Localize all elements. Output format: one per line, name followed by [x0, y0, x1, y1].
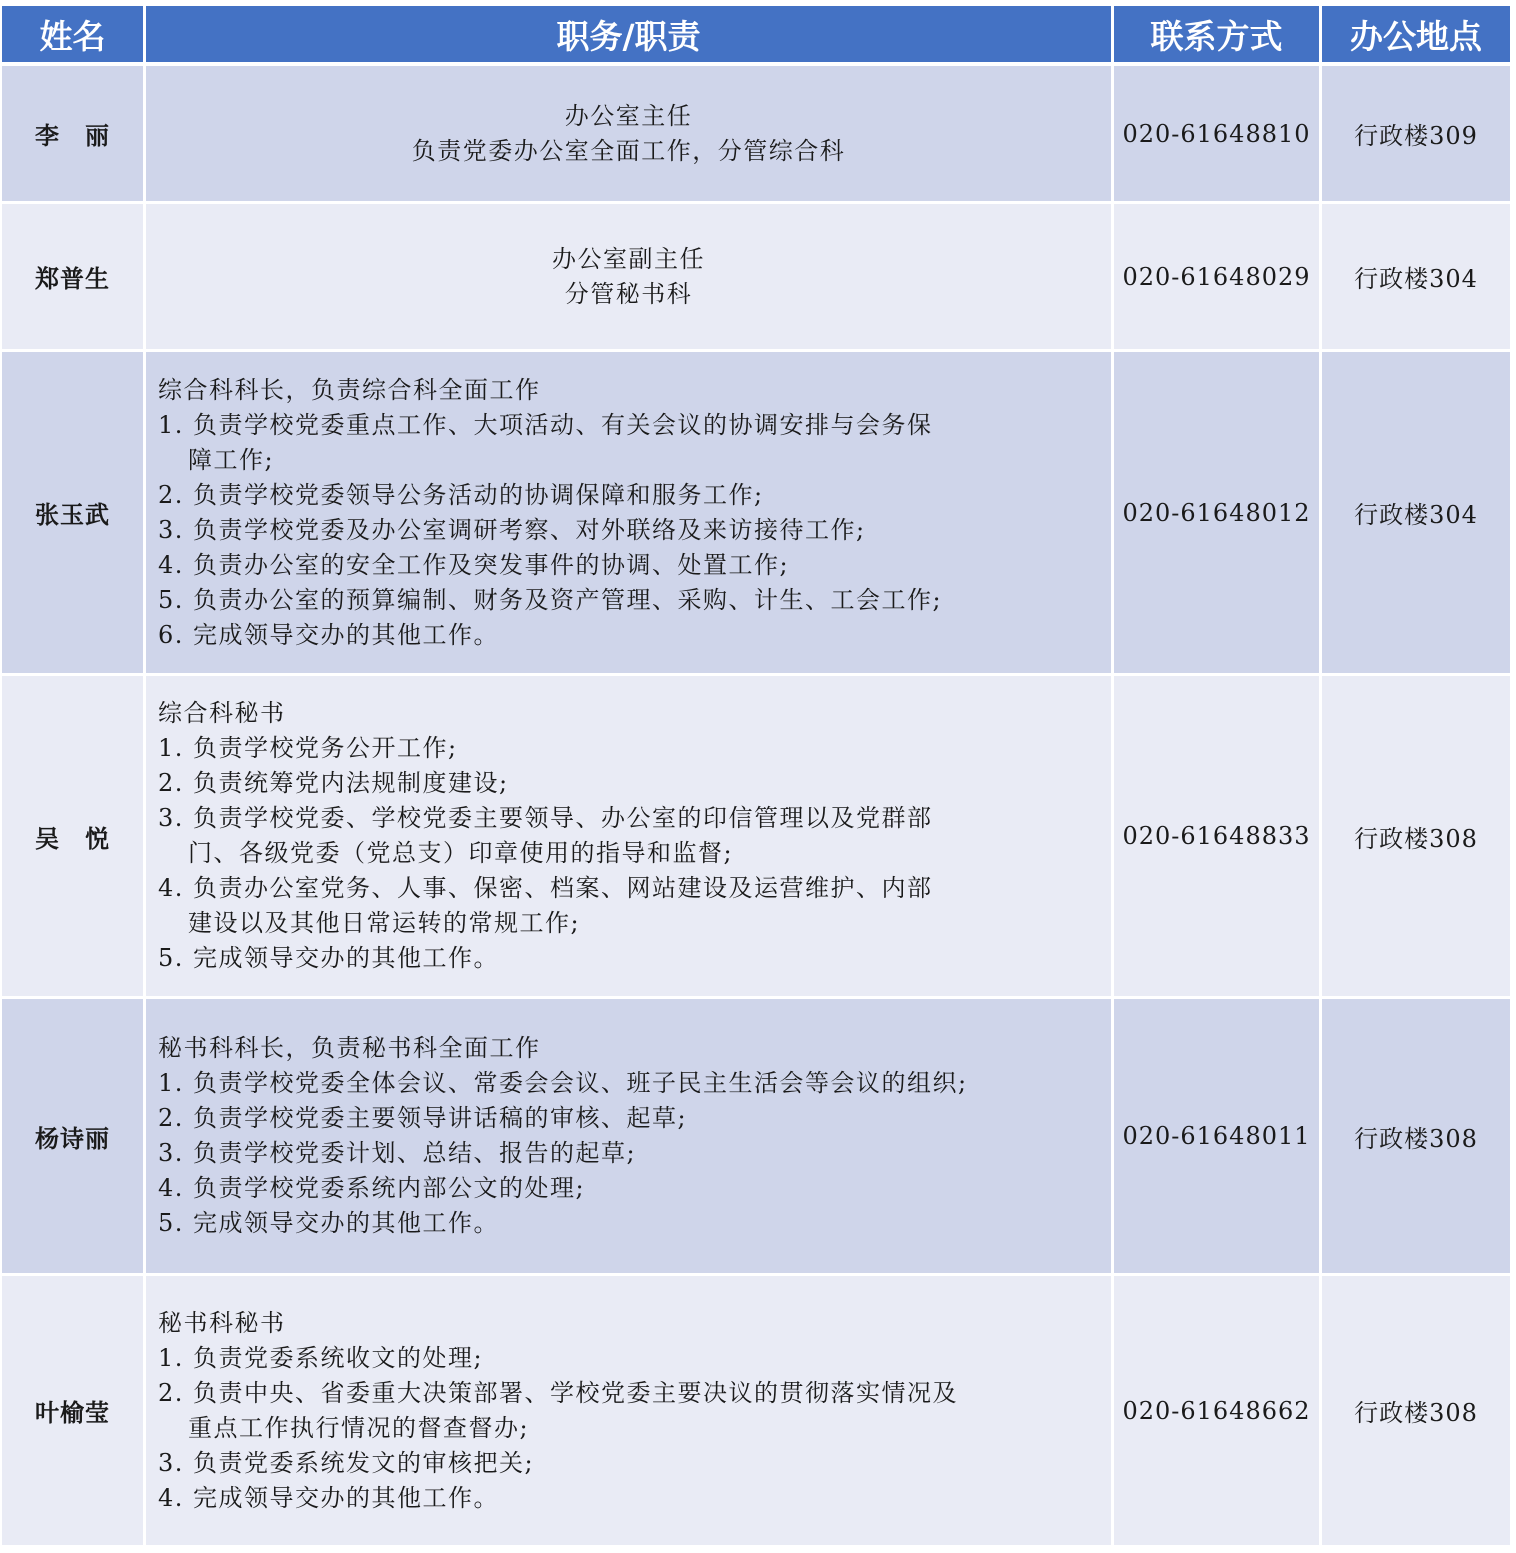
table-row	[2, 676, 1510, 999]
duty-line: 重点工作执行情况的督查督办;	[188, 1413, 530, 1442]
header-contact: 联系方式	[1114, 6, 1322, 66]
duty-line: 3. 负责学校党委、学校党委主要领导、办公室的印信管理以及党群部	[158, 804, 933, 832]
duty-line: 5. 负责办公室的预算编制、财务及资产管理、采购、计生、工会工作;	[158, 585, 943, 614]
duty-line: 3. 负责学校党委及办公室调研考察、对外联络及来访接待工作;	[158, 515, 866, 544]
duty-line: 4. 负责学校党委系统内部公文的处理;	[158, 1174, 586, 1202]
duty-line: 综合科秘书	[158, 699, 286, 727]
duty-cell	[146, 999, 1114, 1276]
duty-cell	[146, 352, 1114, 676]
table-row	[2, 352, 1510, 676]
table-row	[2, 204, 1510, 352]
duty-cell	[146, 204, 1114, 352]
phone-number: 020-61648833	[1114, 676, 1322, 999]
duty-line: 1. 负责学校党委重点工作、大项活动、有关会议的协调安排与会务保	[158, 410, 933, 439]
duty-line: 办公室主任	[564, 101, 693, 130]
phone-number: 020-61648012	[1114, 352, 1322, 676]
duty-line: 分管秘书科	[564, 279, 693, 308]
duty-line: 6. 完成领导交办的其他工作。	[158, 620, 500, 649]
duty-cell	[146, 676, 1114, 999]
duty-cell	[146, 66, 1114, 204]
table-row	[2, 999, 1510, 1276]
table-row	[2, 66, 1510, 204]
duty-line: 1. 负责学校党务公开工作;	[158, 734, 458, 762]
phone-number: 020-61648029	[1114, 204, 1322, 352]
duty-line: 秘书科秘书	[158, 1308, 286, 1337]
duty-line: 3. 负责党委系统发文的审核把关;	[158, 1448, 535, 1477]
duty-line: 秘书科科长，负责秘书科全面工作	[158, 1034, 541, 1062]
header-duty: 职务/职责	[146, 6, 1114, 66]
duty-line: 4. 负责办公室的安全工作及突发事件的协调、处置工作;	[158, 550, 790, 579]
office-location: 行政楼308	[1322, 999, 1510, 1276]
duty-line: 建设以及其他日常运转的常规工作;	[188, 909, 581, 937]
phone-number: 020-61648810	[1114, 66, 1322, 204]
person-name: 郑普生	[2, 204, 146, 352]
office-location: 行政楼308	[1322, 676, 1510, 999]
office-location: 行政楼308	[1322, 1276, 1510, 1548]
duty-line: 办公室副主任	[552, 244, 705, 273]
person-name: 张玉武	[2, 352, 146, 676]
duty-line: 5. 完成领导交办的其他工作。	[158, 1209, 500, 1237]
phone-number: 020-61648662	[1114, 1276, 1322, 1548]
phone-number: 020-61648011	[1114, 999, 1322, 1276]
office-location: 行政楼309	[1322, 66, 1510, 204]
duty-line: 综合科科长，负责综合科全面工作	[158, 375, 541, 404]
duty-line: 5. 完成领导交办的其他工作。	[158, 944, 500, 972]
duty-line: 2. 负责统筹党内法规制度建设;	[158, 769, 509, 797]
header-office: 办公地点	[1322, 6, 1510, 66]
duty-line: 4. 负责办公室党务、人事、保密、档案、网站建设及运营维护、内部	[158, 874, 933, 902]
person-name: 叶榆莹	[2, 1276, 146, 1548]
table-row	[2, 1276, 1510, 1548]
duty-line: 2. 负责中央、省委重大决策部署、学校党委主要决议的贯彻落实情况及	[158, 1378, 959, 1407]
person-name: 李 丽	[2, 66, 146, 204]
office-location: 行政楼304	[1322, 352, 1510, 676]
duty-line: 1. 负责学校党委全体会议、常委会会议、班子民主生活会等会议的组织;	[158, 1069, 968, 1097]
office-location: 行政楼304	[1322, 204, 1510, 352]
duty-line: 3. 负责学校党委计划、总结、报告的起草;	[158, 1139, 637, 1167]
person-name: 杨诗丽	[2, 999, 146, 1276]
duty-cell	[146, 1276, 1114, 1548]
duty-line: 1. 负责党委系统收文的处理;	[158, 1343, 484, 1372]
duty-line: 障工作;	[188, 445, 275, 474]
person-name: 吴 悦	[2, 676, 146, 999]
duty-line: 门、各级党委（党总支）印章使用的指导和监督;	[188, 839, 734, 867]
duty-line: 2. 负责学校党委领导公务活动的协调保障和服务工作;	[158, 480, 764, 509]
staff-table	[2, 6, 1510, 1548]
duty-line: 4. 完成领导交办的其他工作。	[158, 1483, 500, 1512]
duty-line: 2. 负责学校党委主要领导讲话稿的审核、起草;	[158, 1104, 688, 1132]
header-row	[2, 6, 1510, 66]
duty-line: 负责党委办公室全面工作，分管综合科	[411, 136, 846, 165]
header-name: 姓名	[2, 6, 146, 66]
